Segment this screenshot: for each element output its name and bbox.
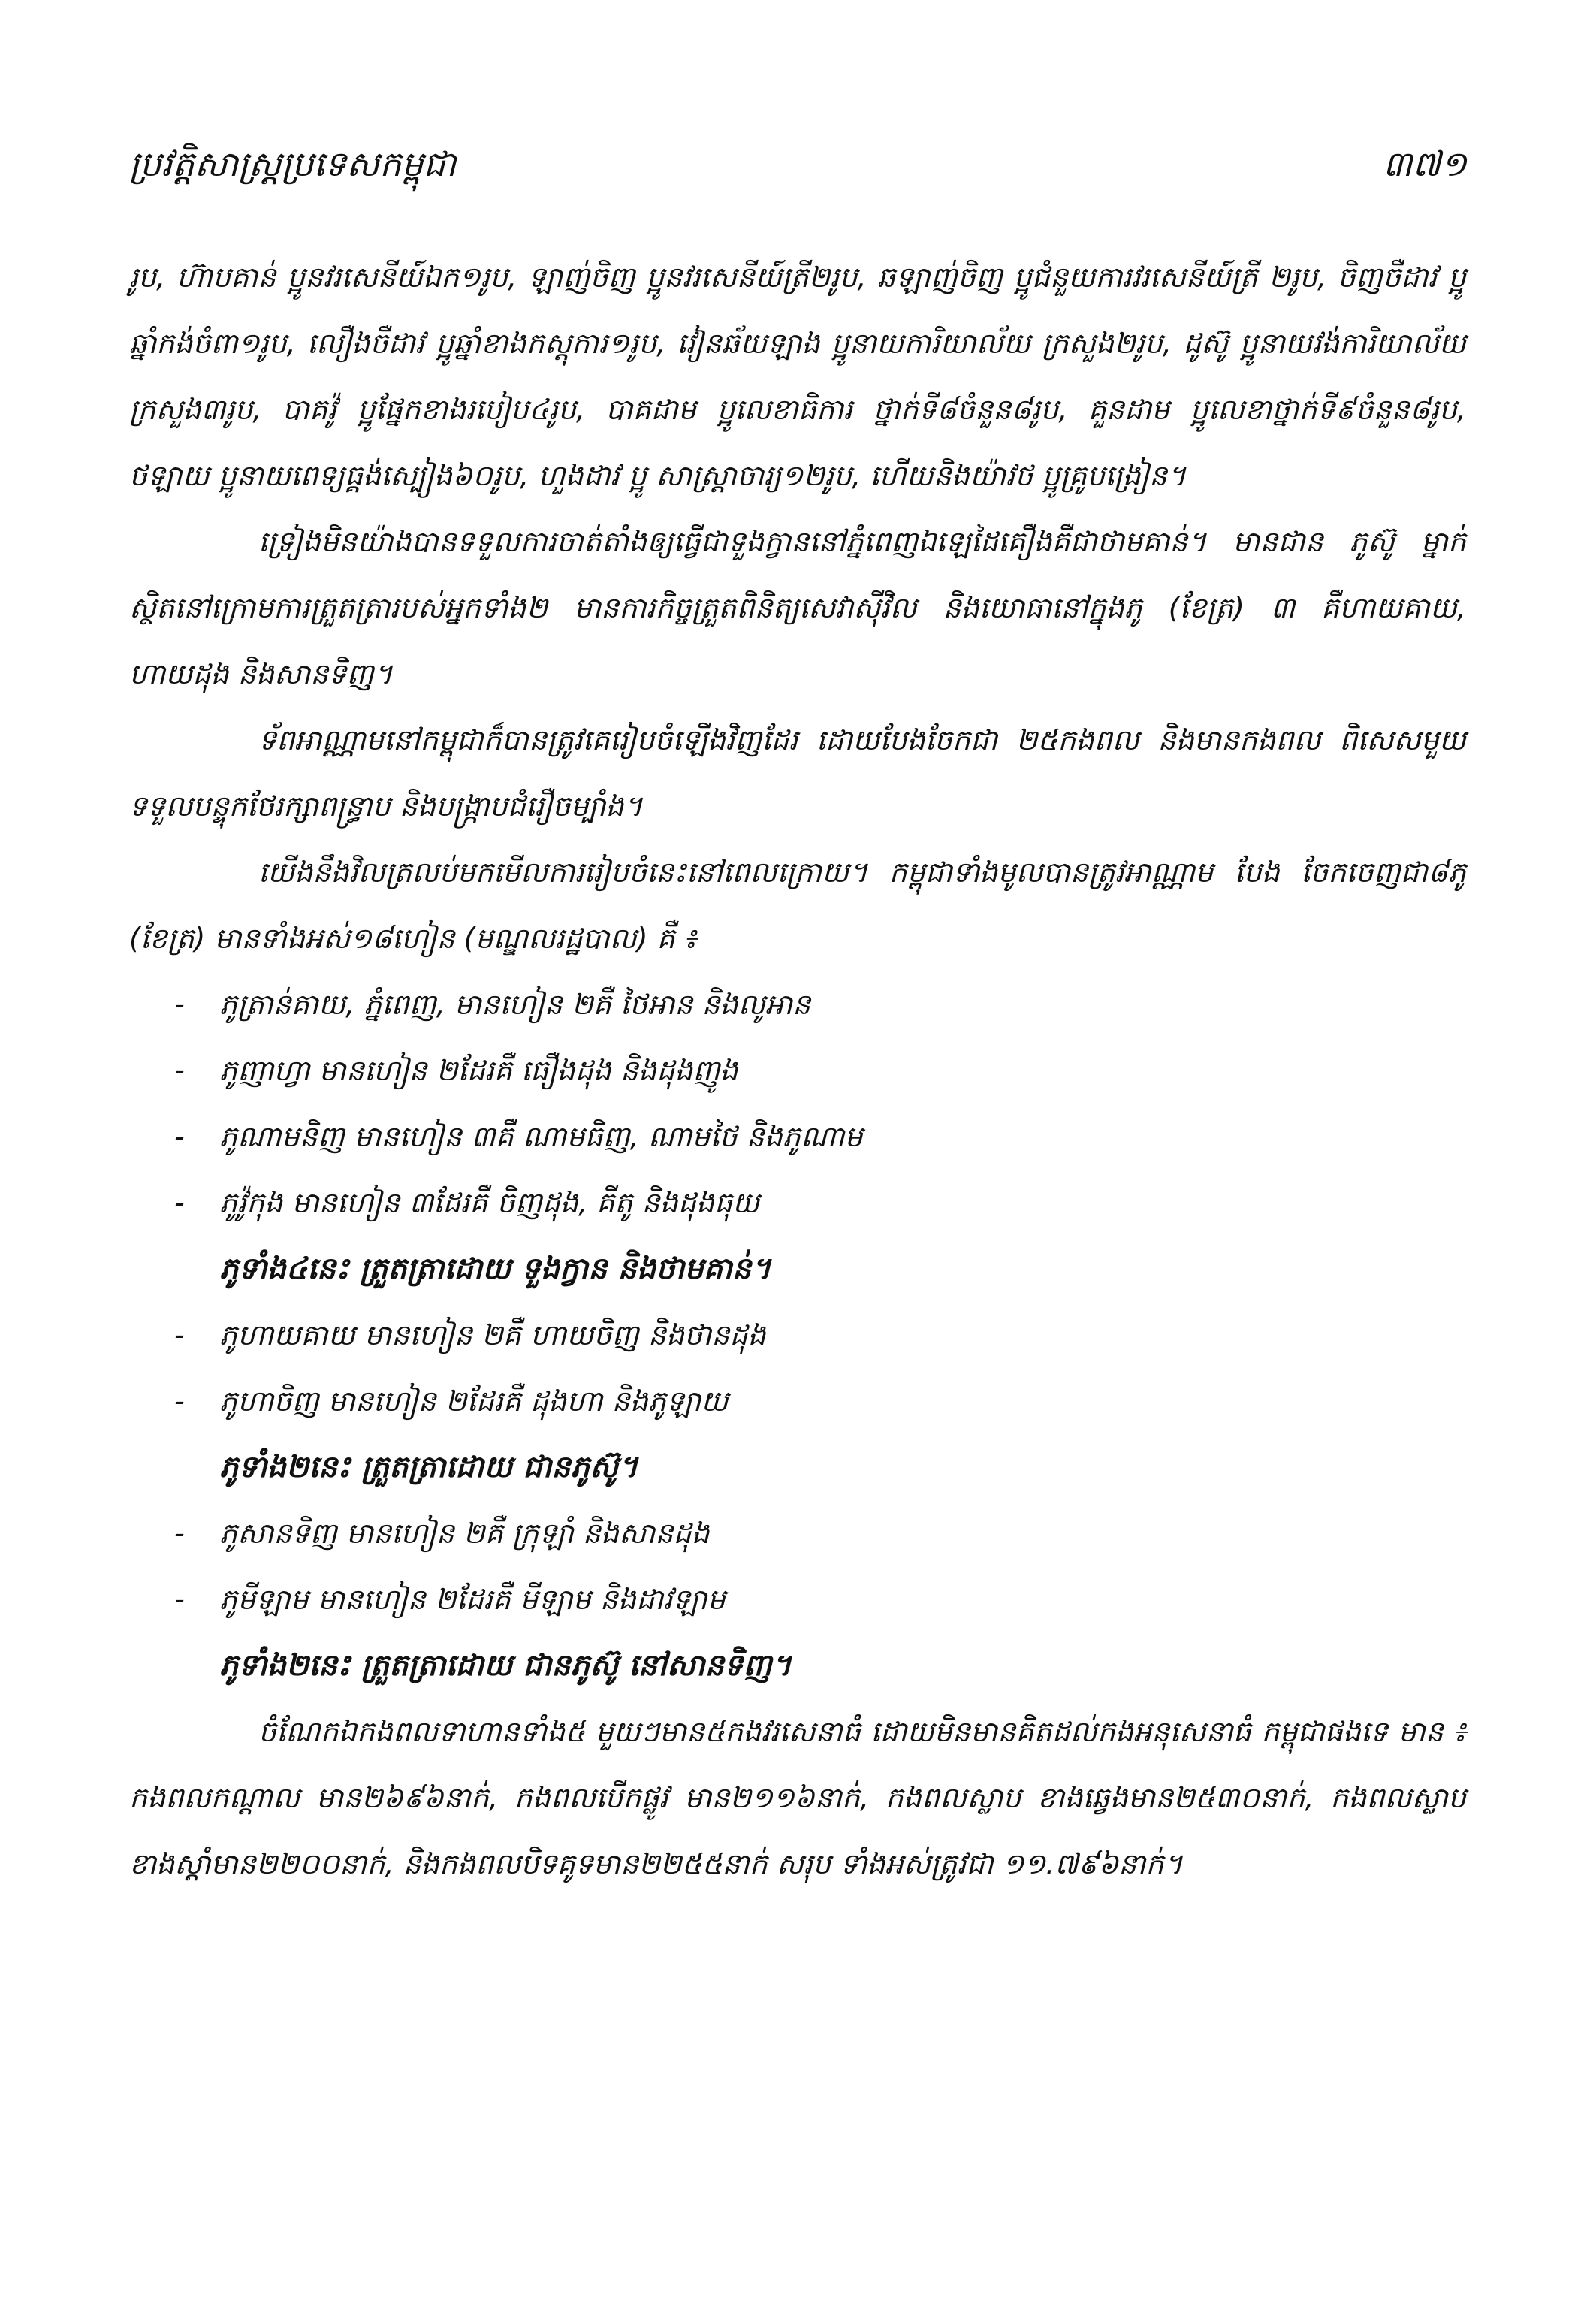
- paragraph-4: យើងនឹងវិលត្រលប់មកមើលការរៀបចំនេះនៅពេលក្រោយ។ កម្ពុជាទាំងមូលបានត្រូវអាណ្ណាម បែង ចែកចេញជា៨ភូ (ខែត្រ) មានទាំងអស់១៨ហៀន (មណ្ឌលរដ្ឋបាល) គឺ ៖: [129, 856, 1466, 955]
- group-summary-2: ភូទាំង២នេះ ត្រួតត្រាដោយ ជានភូស៊ូ។: [219, 1450, 638, 1484]
- body-text: [129, 244, 1466, 1897]
- paragraph-2: ទ្រៀងមិនយ៉ាងបានទទួលការចាត់តាំងឲ្យធ្វើជាទួងក្វាននៅភ្នំពេញឯឡេដៃគឿងគឺជាថាមគាន់។ មានជាន ភូស៊ូ ម្នាក់ ស្ថិតនៅក្រោមការត្រួតត្រារបស់អ្នកទាំង២ មានការកិច្ចត្រួតពិនិត្យសេវាស៊ីវិល និងយោធានៅក្នុងភូ (ខែត្រ) ៣ គឺហាយគាយ, ហាយដុង និងសានទិញ។: [129, 525, 1466, 690]
- group-summary-3: ភូទាំង២នេះ ត្រួតត្រាដោយ ជានភូស៊ូ នៅសានទិញ។: [219, 1648, 792, 1683]
- list-item: - ភូសានទិញ មានហៀន ២គឺ ក្រុឡាំ និងសានដុង: [174, 1517, 710, 1550]
- list-item: - ភូហាយគាយ មានហៀន ២គឺ ហាយចិញ និងថានដុង: [174, 1318, 766, 1351]
- list-item: - ភូណាមនិញ មានហៀន ៣គឺ ណាមធិញ, ណាមថៃ និងភូណាម: [174, 1120, 863, 1153]
- group-summary-1: ភូទាំង៤នេះ ត្រួតត្រាដោយ ទួងក្វាន និងថាមគាន់។: [219, 1252, 771, 1286]
- list-item: - ភូវ៉ូកុង មានហៀន ៣ដែរគឺ ចិញដុង, គីតូ និងដុងធុយ: [174, 1186, 760, 1219]
- list-item: - ភូញាហ្វា មានហៀន ២ដែរគឺ ធឿងដុង និងដុងញូង: [174, 1054, 738, 1087]
- paragraph-1: រូប, ហ៊ាបគាន់ ប្អូនវរសេនីយ៍ឯក១រូប, ឡាញ់ចិញ ប្អូនវរសេនីយ៍ត្រី២រូប, ឆឡាញ់ចិញ ប្អូជំនួយការវរសេនីយ៍ត្រី ២រូប, ចិញចឺដាវ ប្អូឆ្នាំកង់ចំពា១រូប, លឿងចឺដាវ ប្អូឆ្នាំខាងកស្តុការ១រូប, វៀនឆ័យឡាង ប្អូនាយការិយាល័យ ក្រសួង២រូប, ដូស៊ូ ប្អូនាយវង់ការិយាល័យក្រសួង៣រូប, បាគវ៉ូ ប្អូផ្នែកខាងរបៀប៤រូប, បាគដាម ប្អូលេខាធិការ ថ្នាក់ទី៨ចំនួន៨រូប, គួនដាម ប្អូលេខាថ្នាក់ទី៩ចំនួន៨រូប, ថឡាយ ប្អូនាយពេទ្យធ្គង់ស្បៀង៦០រូប, ហួងដាវ ប្អូ សាស្ត្រាចារ្យ១២រូប, ហើយនិងយ៉ាវថ ប្អូគ្រូបង្រៀន។: [129, 261, 1466, 492]
- header-title: ប្រវត្តិសាស្ត្រប្រទេសកម្ពុជា: [129, 143, 457, 184]
- paragraph-3: ទ័ពអាណ្ណាមនៅកម្ពុជាក៏បានត្រូវគេរៀបចំឡើងវិញដែរ ដោយបែងចែកជា ២៥កងពល និងមានកងពល ពិសេសមួយ ទទួលបន្ទុកថែរក្សាពន្ធ្រាប និងបង្ក្រាបជំរឿចម្បាំង។: [129, 723, 1466, 823]
- paragraph-5: ចំណែកឯកងពលទាហានទាំង៥ មួយៗមាន៥កងវរសេនាធំ ដោយមិនមានគិតដល់កងអនុសេនាធំ កម្ពុជាផងទេ មាន ៖ កងពលកណ្តាល មាន២៦៩៦នាក់, កងពលបើកផ្លូវ មាន២១១៦នាក់, កងពលស្លាប ខាងឆ្វេងមាន២៥៣០នាក់, កងពលស្លាបខាងស្តាំមាន២២០០នាក់, និងកងពលបិទគូទមាន២២៥៥នាក់ សរុប ទាំងអស់ត្រូវជា ១១.៧៩៦នាក់។: [129, 1715, 1466, 1880]
- list-item: - ភូត្រាន់គាយ, ភ្នំពេញ, មានហៀន ២គឺ ថៃអាន និងលូអាន: [174, 988, 811, 1021]
- running-header: [129, 143, 1467, 203]
- page-number: ៣៧១: [1383, 143, 1467, 184]
- list-item: - ភូមីឡាម មានហៀន ២ដែរគឺ មីឡាម និងដាវឡាម: [174, 1583, 726, 1616]
- list-item: - ភូហាចិញ មានហៀន ២ដែរគឺ ដុងហា និងភូឡាយ: [174, 1385, 729, 1418]
